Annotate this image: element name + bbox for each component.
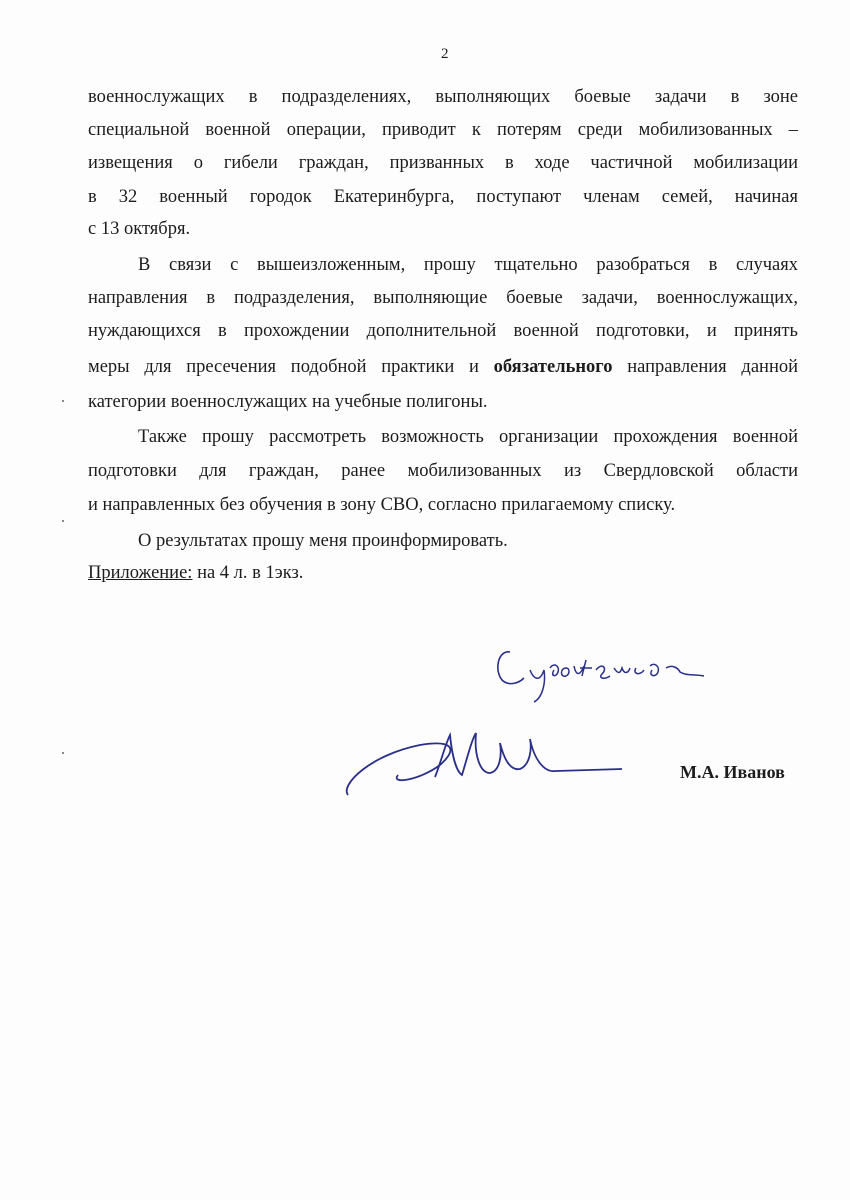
text-line: направления в подразделения, выполняющие боевые задачи, военнослужащих, [88, 288, 798, 308]
text-line: В связи с вышеизложенным, прошу тщательно разобраться в случаях [138, 255, 798, 275]
text-line: категории военнослужащих на учебные полигоны. [88, 392, 488, 412]
text-line: специальной военной операции, приводит к потерям среди мобилизованных – [88, 120, 798, 140]
text-line: извещения о гибели граждан, призванных в ходе частичной мобилизации [88, 153, 798, 173]
scan-speck [62, 752, 64, 754]
text-line: с 13 октября. [88, 219, 191, 239]
paragraph-4: О результатах прошу меня проинформировать. [138, 531, 508, 551]
text-line: подготовки для граждан, ранее мобилизованных из Свердловской области [88, 461, 798, 481]
text-line: в 32 военный городок Екатеринбурга, поступают членам семей, начиная [88, 187, 798, 207]
text-line: военнослужащих в подразделениях, выполняющих боевые задачи в зоне [88, 87, 798, 107]
handwritten-closing [490, 640, 730, 710]
attachment-text: на 4 л. в 1экз. [192, 563, 304, 583]
text-line: Также прошу рассмотреть возможность организации прохождения военной [138, 427, 798, 447]
text-line: и направленных без обучения в зону СВО, согласно прилагаемому списку. [88, 495, 676, 515]
text-line [88, 356, 798, 378]
attachment-line [88, 562, 798, 584]
signature [340, 725, 630, 805]
text-run: направления данной [612, 357, 798, 377]
signatory-name: М.А. Иванов [680, 762, 785, 782]
bold-word: обязательного [493, 357, 613, 377]
text-run: меры для пресечения подобной практики и [88, 357, 494, 377]
scan-speck [62, 520, 64, 522]
page-number: 2 [441, 46, 449, 62]
text-line: нуждающихся в прохождении дополнительной военной подготовки, и принять [88, 321, 798, 341]
attachment-label: Приложение: [88, 563, 193, 583]
scan-speck [62, 400, 64, 402]
